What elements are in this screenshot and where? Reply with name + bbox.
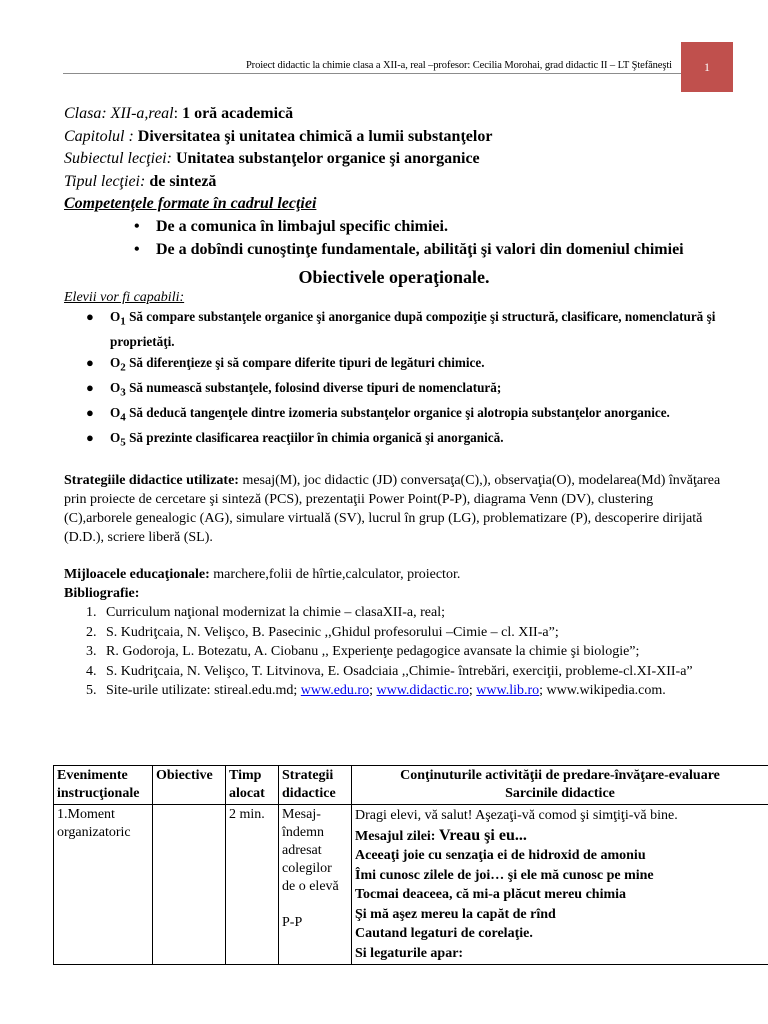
page-header [0, 42, 768, 92]
cell-time: 2 min. [226, 805, 279, 965]
competences-list [64, 216, 724, 261]
link-edu[interactable]: www.edu.ro [300, 683, 370, 699]
list-item: 4. S. Kudriţcaia, N. Velişco, T. Litvinova, E. Osadciaia ,,Chimie- întrebări, exerciţii, probleme-cl.XI-XII-a” [86, 663, 693, 679]
list-item: ● $O_3$ Să numească substanţele, folosind diverse tipuri de nomenclatură; [86, 379, 502, 399]
bibliography-title: Bibliografie: [64, 586, 140, 602]
bullet-icon: ● [86, 430, 94, 446]
competences-title: Competenţele formate în cadrul lecţiei [64, 195, 317, 213]
list-item: • De a dobîndi cunoştinţe fundamentale, abilităţi şi valori din domeniul chimiei [64, 239, 724, 262]
link-didactic[interactable]: www.didactic.ro [376, 683, 469, 699]
header-cell-events: Evenimente instrucţionale [54, 766, 153, 805]
header-cell-objectives: Obiective [153, 766, 226, 805]
list-item: ● $O_5$ Să prezinte clasificarea reacţiilor în chimia organică şi anorganică. [86, 430, 504, 449]
bullet-icon: ● [86, 379, 94, 395]
list-item: 5. Site-urile utilizate: stireal.edu.md; www.edu.ro; www.didactic.ro; www.lib.ro; www.wikipedia.com. [86, 683, 666, 699]
cell-objective [153, 805, 226, 965]
list-item: 3. R. Godoroja, L. Botezatu, A. Ciobanu ,, Experienţe pedagogice avansate la chimie şi biologie”; [86, 644, 640, 660]
header-text: Proiect didactic la chimie clasa a XII-a, real –profesor: Cecilia Morohai, grad didactic II – LT Ştefăneşti [245, 60, 672, 71]
list-item: ● $O_1$ Să compare substanţele organice şi anorganice după compoziţie şi structură, clasificare, nomenclatură şi proprietăţi. [86, 309, 716, 350]
list-item: 1. Curriculum naţional modernizat la chimie – clasaXII-a, real; [86, 605, 445, 621]
meta-chapter: Capitolul : Diversitatea şi unitatea chimică a lumii substanţelor [64, 127, 493, 145]
cell-content: Dragi elevi, vă salut! Aşezaţi-vă comod şi simţiţi-vă bine. Mesajul zilei: Vreau şi eu... Aceeaţi joie cu senzaţia ei de hidroxid de amoniu Îmi cunosc zilele de joi… şi ele mă cunosc pe mine Tocmai deaceea, că mi-a plăcut mereu chimia Şi mă aşez mereu la capăt de rînd Cautand legaturi de corelaţie. Si legaturile apar: [352, 805, 768, 965]
bullet-icon: ● [86, 354, 94, 370]
bullet-icon: ● [86, 309, 94, 325]
list-item: • De a comunica în limbajul specific chimiei. [64, 216, 724, 239]
bullet-icon: • [134, 240, 140, 258]
cell-event: 1.Moment organizatoric [54, 805, 153, 965]
bullet-icon: ● [86, 405, 94, 421]
strategies-paragraph: Strategiile didactice utilizate: mesaj(M), joc didactic (JD) conversaţa(C),), observaţia(O), modelarea(Md) învăţarea prin proiecte de cercetare şi sinteză (PCS), prezentaţii Power Point(P-P), diagrama Venn (DV), clustering (C),arborele genealogic (AG), simulare virtuală (SV), lucrul în grup (LG), problematizare (P), descoperire dirijată (D.D.), scriere liberă (SL). [64, 473, 721, 546]
daily-message: Mesajul zilei: Vreau şi eu... [355, 826, 527, 844]
page-number: 1 [681, 42, 733, 92]
objectives-title: Obiectivele operaţionale. [298, 267, 490, 288]
bullet-icon: • [134, 217, 140, 235]
header-cell-contents: Conţinuturile activităţii de predare-învăţare-evaluare Sarcinile didactice [352, 766, 768, 805]
table-header-row [54, 766, 768, 805]
meta-lesson-type: Tipul lecţiei: de sinteză [64, 172, 217, 190]
bibliography-list [64, 603, 724, 701]
link-lib[interactable]: www.lib.ro [476, 683, 540, 699]
list-item: 2. S. Kudriţcaia, N. Velişco, B. Pasecinic ,,Ghidul profesorului –Cimie – cl. XII-a”; [86, 624, 559, 640]
objectives-intro: Elevii vor fi capabili: [64, 290, 185, 306]
lesson-table [53, 765, 768, 965]
objectives-list [64, 307, 724, 453]
header-rule [63, 73, 681, 74]
header-cell-strategies: Strategii didactice [279, 766, 352, 805]
list-item: ● $O_4$ Să deducă tangenţele dintre izomeria substanţelor organice şi alotropia substanţelor anorganice. [86, 405, 670, 424]
meta-subject: Subiectul lecţiei: Unitatea substanţelor organice şi anorganice [64, 150, 480, 168]
meta-class: Clasa: XII-a,real: 1 oră academică [64, 105, 294, 122]
document-body [64, 103, 724, 701]
header-cell-time: Timp alocat [226, 766, 279, 805]
cell-strategy: Mesaj-îndemn adresat colegilor de o elevă P-P [279, 805, 352, 965]
table-row [54, 805, 768, 965]
resources-paragraph: Mijloacele educaţionale: marchere,folii de hîrtie,calculator, proiector. [64, 567, 461, 583]
list-item: ● $O_2$ Să diferenţieze şi să compare diferite tipuri de legături chimice. [86, 354, 485, 374]
